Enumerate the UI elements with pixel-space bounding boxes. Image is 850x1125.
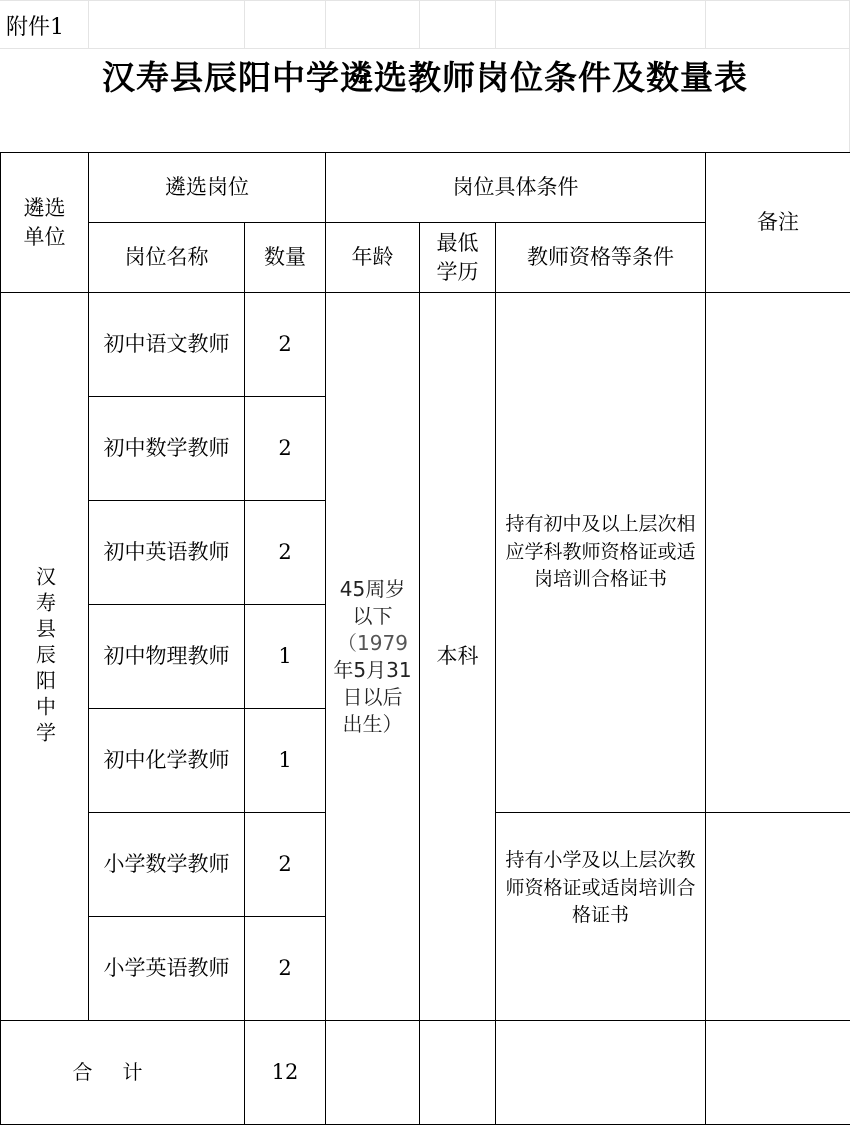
header-conditions-group: 岗位具体条件 — [326, 153, 706, 223]
header-unit — [1, 153, 89, 293]
position-name: 初中化学教师 — [89, 709, 245, 813]
header-positions-group: 遴选岗位 — [89, 153, 326, 223]
empty-cell — [706, 1021, 850, 1125]
education-cell: 本科 — [420, 293, 496, 1021]
grid-line — [705, 0, 706, 48]
age-line: 年5月31 — [333, 657, 412, 682]
position-count: 2 — [245, 917, 326, 1021]
age-line: 45周岁 — [339, 576, 406, 601]
position-name: 小学数学教师 — [89, 813, 245, 917]
age-line: 以下 — [352, 603, 393, 628]
unit-cell — [1, 293, 89, 1021]
header-min-education — [420, 223, 496, 293]
page-title: 汉寿县辰阳中学遴选教师岗位条件及数量表 — [102, 58, 748, 97]
age-line: 出生） — [342, 711, 403, 736]
total-label-cell — [1, 1021, 245, 1125]
header-row — [1, 153, 850, 223]
header-min-education-label: 最低学历 — [436, 231, 479, 284]
qualification-middle: 持有初中及以上层次相应学科教师资格证或适岗培训合格证书 — [505, 513, 696, 591]
grid-line — [0, 0, 850, 1]
age-cell — [326, 293, 420, 1021]
attachment-label: 附件1 — [6, 15, 64, 40]
position-count: 2 — [245, 397, 326, 501]
empty-cell — [420, 1021, 496, 1125]
age-line: 日以后 — [342, 684, 403, 709]
remarks-cell — [706, 813, 850, 1021]
header-unit-label: 遴选单位 — [23, 196, 66, 249]
total-label: 合计 — [72, 1059, 173, 1084]
position-name: 初中英语教师 — [89, 501, 245, 605]
position-count: 2 — [245, 293, 326, 397]
grid-line — [419, 0, 420, 48]
position-name: 初中语文教师 — [89, 293, 245, 397]
grid-line — [244, 0, 245, 48]
grid-line — [88, 0, 89, 48]
age-line: （1979 — [337, 630, 408, 655]
empty-cell — [496, 1021, 706, 1125]
total-row — [1, 1021, 850, 1125]
table-row — [1, 293, 850, 397]
qualification-primary-cell — [496, 813, 706, 1021]
unit-name: 汉寿县辰阳中学 — [32, 565, 57, 748]
qualification-primary: 持有小学及以上层次教师资格证或适岗培训合格证书 — [505, 849, 696, 927]
position-count: 2 — [245, 813, 326, 917]
position-count: 1 — [245, 709, 326, 813]
qualification-middle-cell — [496, 293, 706, 813]
position-count: 2 — [245, 501, 326, 605]
grid-line — [325, 0, 326, 48]
position-name: 初中数学教师 — [89, 397, 245, 501]
total-count: 12 — [245, 1021, 326, 1125]
header-age: 年龄 — [326, 223, 420, 293]
empty-cell — [326, 1021, 420, 1125]
position-count: 1 — [245, 605, 326, 709]
position-name: 初中物理教师 — [89, 605, 245, 709]
header-quantity: 数量 — [245, 223, 326, 293]
grid-line — [495, 0, 496, 48]
remarks-cell — [706, 293, 850, 813]
grid-line — [0, 48, 850, 49]
position-name: 小学英语教师 — [89, 917, 245, 1021]
header-position-name: 岗位名称 — [89, 223, 245, 293]
header-remarks: 备注 — [706, 153, 850, 293]
header-qualification: 教师资格等条件 — [496, 223, 706, 293]
positions-table — [0, 152, 850, 1125]
